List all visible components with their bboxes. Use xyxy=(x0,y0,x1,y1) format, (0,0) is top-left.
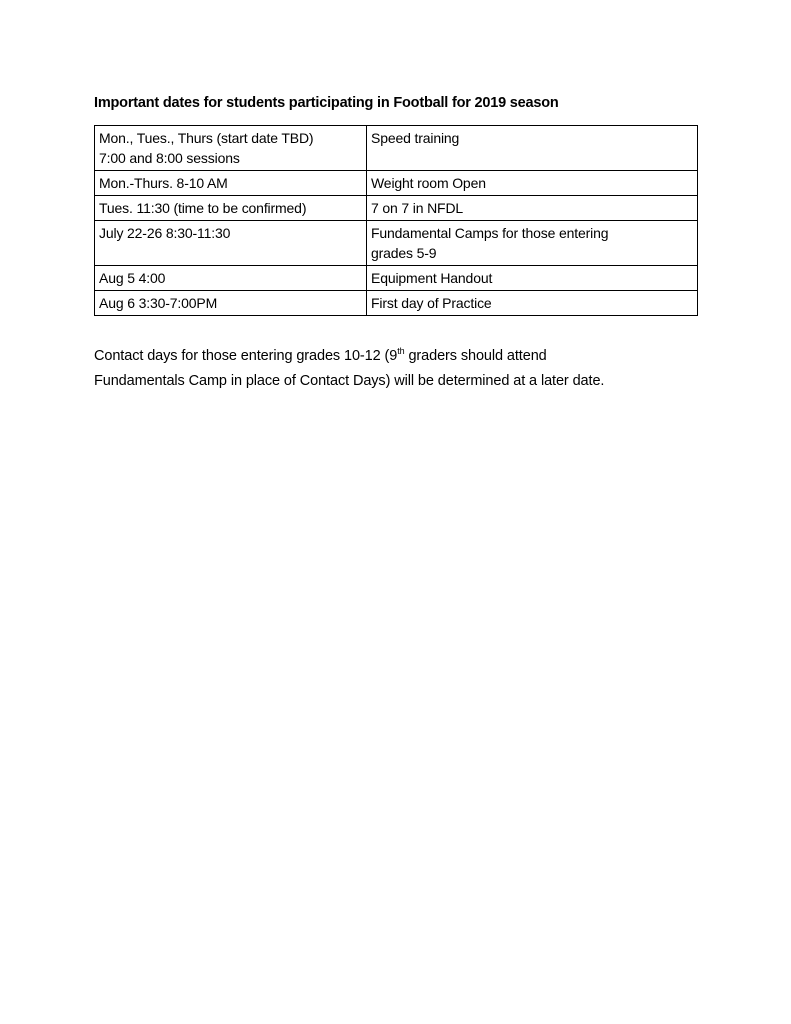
event-cell xyxy=(367,171,698,196)
date-text-line2: 7:00 and 8:00 sessions xyxy=(99,150,240,166)
note-superscript: th xyxy=(397,346,405,357)
event-cell xyxy=(367,221,698,266)
table-row xyxy=(95,291,698,316)
event-text-line2: grades 5-9 xyxy=(371,245,437,261)
date-text: Mon., Tues., Thurs (start date TBD) xyxy=(99,130,314,146)
date-cell xyxy=(95,126,367,171)
event-text: First day of Practice xyxy=(371,295,492,311)
date-text: Mon.-Thurs. 8-10 AM xyxy=(99,175,228,191)
table-row xyxy=(95,171,698,196)
event-cell xyxy=(367,266,698,291)
date-text: Aug 6 3:30-7:00PM xyxy=(99,295,218,311)
table-row xyxy=(95,221,698,266)
note-text-line2: Fundamentals Camp in place of Contact Days) will be determined at a later date. xyxy=(94,373,605,389)
event-cell xyxy=(367,291,698,316)
page-title: Important dates for students participating in Football for 2019 season xyxy=(94,95,559,111)
schedule-table xyxy=(94,125,698,316)
event-text: Speed training xyxy=(371,130,460,146)
date-cell xyxy=(95,171,367,196)
date-text: July 22-26 8:30-11:30 xyxy=(99,225,231,241)
event-cell xyxy=(367,126,698,171)
note-text-continued: graders should attend xyxy=(404,348,547,364)
event-text: Weight room Open xyxy=(371,175,486,191)
date-cell xyxy=(95,266,367,291)
event-cell xyxy=(367,196,698,221)
event-text: 7 on 7 in NFDL xyxy=(371,200,464,216)
table-row xyxy=(95,266,698,291)
date-cell xyxy=(95,291,367,316)
date-text: Tues. 11:30 (time to be confirmed) xyxy=(99,200,307,216)
note-text: Contact days for those entering grades 10-12 (9 xyxy=(94,348,398,364)
date-cell xyxy=(95,221,367,266)
event-text: Equipment Handout xyxy=(371,270,493,286)
date-text: Aug 5 4:00 xyxy=(99,270,166,286)
event-text: Fundamental Camps for those entering xyxy=(371,225,609,241)
contact-days-note xyxy=(94,344,714,394)
table-row xyxy=(95,126,698,171)
date-cell xyxy=(95,196,367,221)
table-row xyxy=(95,196,698,221)
